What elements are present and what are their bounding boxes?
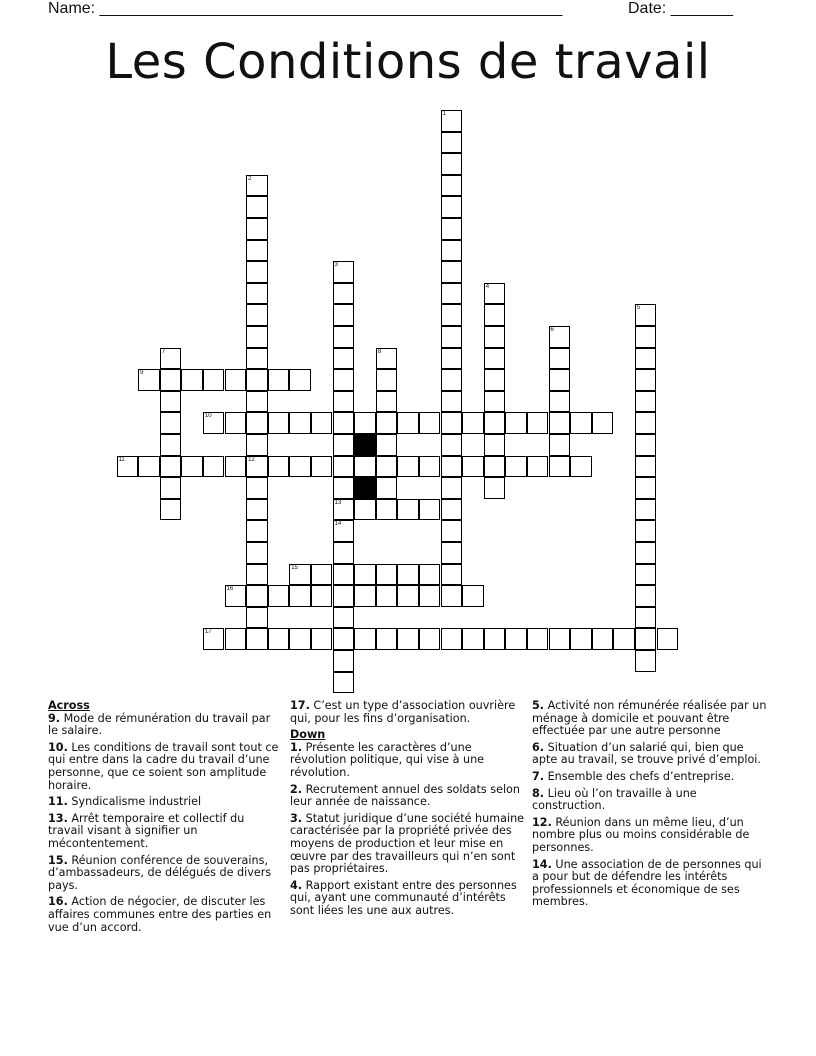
crossword-cell[interactable] [635, 628, 657, 650]
crossword-cell[interactable] [441, 348, 463, 370]
name-field[interactable]: Name: ____________________________________________________ [48, 0, 563, 17]
crossword-cell[interactable] [441, 628, 463, 650]
crossword-cell[interactable] [246, 585, 268, 607]
crossword-cell[interactable] [333, 672, 355, 694]
clue-down-12: 12. Réunion dans un même lieu, d’un nombre plus ou moins considérable de personnes. [532, 815, 750, 854]
crossword-cell[interactable] [333, 585, 355, 607]
crossword-cell[interactable] [225, 412, 247, 434]
crossword-cell[interactable] [441, 261, 463, 283]
crossword-cell[interactable] [441, 499, 463, 521]
crossword-cell[interactable] [376, 585, 398, 607]
crossword-cell[interactable] [441, 110, 463, 132]
crossword-cell[interactable] [441, 283, 463, 305]
clue-number: 15 [291, 564, 298, 571]
crossword-cell[interactable] [268, 369, 290, 391]
crossword-cell[interactable] [441, 434, 463, 456]
crossword-cell[interactable] [311, 628, 333, 650]
crossword-cell[interactable] [354, 585, 376, 607]
across-heading: Across [48, 699, 90, 712]
clue-number: 11 [118, 456, 125, 463]
crossword-cell[interactable] [181, 456, 203, 478]
crossword-cell[interactable] [246, 369, 268, 391]
crossword-cell[interactable] [441, 520, 463, 542]
date-field[interactable]: Date: _______ [628, 0, 733, 17]
crossword-cell[interactable] [289, 456, 311, 478]
crossword-cell[interactable] [181, 369, 203, 391]
clues-column-2 [290, 700, 525, 922]
crossword-cell[interactable] [160, 477, 182, 499]
clue-across-9: 9. Mode de rémunération du travail par le salaire. [48, 711, 271, 738]
crossword-cell[interactable] [225, 369, 247, 391]
crossword-cell[interactable] [333, 542, 355, 564]
crossword-cell[interactable] [246, 542, 268, 564]
crossword-cell[interactable] [160, 499, 182, 521]
crossword-cell[interactable] [484, 628, 506, 650]
crossword-cell[interactable] [246, 499, 268, 521]
clue-number: 3 [334, 262, 338, 269]
crossword-cell[interactable] [333, 261, 355, 283]
crossword-cell[interactable] [376, 412, 398, 434]
crossword-cell[interactable] [268, 628, 290, 650]
crossword-cell[interactable] [376, 434, 398, 456]
crossword-cell[interactable] [570, 456, 592, 478]
crossword-cell[interactable] [203, 369, 225, 391]
clue-across-13: 13. Arrêt temporaire et collectif du travail visant à signifier un mécontentement. [48, 811, 245, 850]
crossword-cell[interactable] [484, 412, 506, 434]
crossword-cell[interactable] [549, 628, 571, 650]
crossword-cell[interactable] [311, 585, 333, 607]
crossword-cell[interactable] [549, 391, 571, 413]
crossword-cell[interactable] [635, 434, 657, 456]
clue-down-1: 1. Présente les caractères d’une révolution politique, qui vise à une révolution. [290, 740, 485, 779]
crossword-cell[interactable] [635, 369, 657, 391]
crossword-cell[interactable] [289, 369, 311, 391]
crossword-cell[interactable] [376, 391, 398, 413]
crossword-cell[interactable] [376, 477, 398, 499]
crossword-cell[interactable] [549, 434, 571, 456]
crossword-cell[interactable] [419, 412, 441, 434]
crossword-cell[interactable] [289, 628, 311, 650]
crossword-cell[interactable] [246, 391, 268, 413]
crossword-cell[interactable] [333, 607, 355, 629]
clue-across-11: 11. Syndicalisme industriel [48, 795, 202, 809]
crossword-cell[interactable] [484, 456, 506, 478]
crossword-cell[interactable] [354, 628, 376, 650]
crossword-cell[interactable] [246, 326, 268, 348]
crossword-cell[interactable] [225, 585, 247, 607]
clues-column-3 [532, 700, 767, 913]
crossword-cell[interactable] [117, 456, 139, 478]
crossword-cell[interactable] [462, 456, 484, 478]
crossword-cell[interactable] [246, 456, 268, 478]
black-square [354, 477, 376, 499]
crossword-cell[interactable] [376, 348, 398, 370]
crossword-cell[interactable] [333, 564, 355, 586]
crossword-cell[interactable] [635, 326, 657, 348]
clue-number: 6 [550, 327, 554, 333]
crossword-cell[interactable] [311, 412, 333, 434]
clue-number: 2 [248, 175, 252, 182]
crossword-cell[interactable] [333, 628, 355, 650]
crossword-cell[interactable] [333, 369, 355, 391]
crossword-cell[interactable] [376, 628, 398, 650]
down-heading: Down [290, 728, 326, 742]
crossword-cell[interactable] [527, 412, 549, 434]
crossword-cell[interactable] [397, 499, 419, 521]
crossword-cell[interactable] [419, 564, 441, 586]
clue-across-16: 16. Action de négocier, de discuter les affaires communes entre des parties en vue d’un accord. [48, 895, 272, 934]
crossword-cell[interactable] [419, 499, 441, 521]
crossword-cell[interactable] [419, 628, 441, 650]
crossword-cell[interactable] [635, 304, 657, 326]
crossword-cell[interactable] [441, 196, 463, 218]
crossword-cell[interactable] [354, 412, 376, 434]
crossword-cell[interactable] [441, 412, 463, 434]
clue-down-5: 5. Activité non rémunérée réalisée par un ménage à domicile et pouvant être effectuée par une autre personne [532, 699, 767, 738]
crossword-cell[interactable] [549, 326, 571, 348]
crossword-cell[interactable] [549, 348, 571, 370]
crossword-cell[interactable] [246, 175, 268, 197]
crossword-cell[interactable] [397, 412, 419, 434]
crossword-cell[interactable] [441, 153, 463, 175]
crossword-cell[interactable] [484, 304, 506, 326]
crossword-cell[interactable] [635, 564, 657, 586]
crossword-cell[interactable] [441, 542, 463, 564]
crossword-cell[interactable] [635, 607, 657, 629]
crossword-cell[interactable] [333, 326, 355, 348]
crossword-cell[interactable] [527, 628, 549, 650]
crossword-cell[interactable] [376, 564, 398, 586]
crossword-cell[interactable] [484, 326, 506, 348]
crossword-cell[interactable] [311, 564, 333, 586]
clue-number: 17 [204, 629, 212, 636]
crossword-cell[interactable] [246, 628, 268, 650]
clue-number: 7 [161, 348, 166, 355]
crossword-cell[interactable] [246, 434, 268, 456]
clues-column-1 [48, 700, 283, 938]
crossword-cell[interactable] [441, 456, 463, 478]
crossword-cell[interactable] [225, 628, 247, 650]
crossword-cell[interactable] [397, 456, 419, 478]
crossword-cell[interactable] [225, 456, 247, 478]
crossword-cell[interactable] [160, 434, 182, 456]
crossword-cell[interactable] [246, 607, 268, 629]
crossword-cell[interactable] [505, 456, 527, 478]
crossword-cell[interactable] [268, 412, 290, 434]
crossword-cell[interactable] [289, 585, 311, 607]
crossword-cell[interactable] [549, 456, 571, 478]
crossword-cell[interactable] [441, 585, 463, 607]
crossword-cell[interactable] [635, 456, 657, 478]
crossword-cell[interactable] [484, 434, 506, 456]
crossword-cell[interactable] [505, 412, 527, 434]
crossword-cell[interactable] [484, 348, 506, 370]
crossword-cell[interactable] [441, 391, 463, 413]
clue-number: 9 [140, 370, 144, 377]
page-title: Les Conditions de travail [105, 34, 711, 90]
clue-down-14: 14. Une association de de personnes qui a pour but de défendre les intérêts professionnels et économique de ses membres. [532, 857, 762, 909]
crossword-cell[interactable] [441, 218, 463, 240]
crossword-cell[interactable] [333, 283, 355, 305]
clue-across-10: 10. Les conditions de travail sont tout ce qui entre dans la cadre du travail d’une personne, que ce soient son amplitude horaire. [48, 740, 279, 792]
crossword-cell[interactable] [441, 304, 463, 326]
crossword-cell[interactable] [246, 348, 268, 370]
crossword-cell[interactable] [246, 261, 268, 283]
crossword-cell[interactable] [160, 348, 182, 370]
crossword-cell[interactable] [441, 326, 463, 348]
crossword-cell[interactable] [268, 456, 290, 478]
crossword-cell[interactable] [635, 520, 657, 542]
crossword-cell[interactable] [138, 456, 160, 478]
crossword-cell[interactable] [333, 434, 355, 456]
crossword-cell[interactable] [246, 240, 268, 262]
clue-down-6: 6. Situation d’un salarié qui, bien que apte au travail, se trouve privé d’emploi. [532, 740, 761, 767]
clue-down-8: 8. Lieu où l’on travaille à une construction. [532, 786, 697, 813]
clue-number: 14 [334, 521, 342, 528]
crossword-cell[interactable] [203, 456, 225, 478]
crossword-cell[interactable] [354, 499, 376, 521]
crossword-cell[interactable] [635, 542, 657, 564]
crossword-cell[interactable] [160, 369, 182, 391]
crossword-cell[interactable] [441, 132, 463, 154]
crossword-cell[interactable] [549, 369, 571, 391]
crossword-cell[interactable] [376, 369, 398, 391]
crossword-cell[interactable] [138, 369, 160, 391]
crossword-cell[interactable] [376, 499, 398, 521]
crossword-cell[interactable] [484, 391, 506, 413]
crossword-cell[interactable] [246, 412, 268, 434]
crossword-cell[interactable] [635, 391, 657, 413]
crossword-cell[interactable] [333, 456, 355, 478]
crossword-cell[interactable] [160, 391, 182, 413]
crossword-cell[interactable] [246, 218, 268, 240]
crossword-cell[interactable] [635, 585, 657, 607]
crossword-cell[interactable] [289, 412, 311, 434]
crossword-cell[interactable] [397, 585, 419, 607]
crossword-cell[interactable] [527, 456, 549, 478]
clue-number: 12 [248, 456, 255, 463]
black-square [354, 434, 376, 456]
crossword-cell[interactable] [333, 477, 355, 499]
crossword-cell[interactable] [203, 412, 225, 434]
clue-number: 13 [334, 499, 342, 506]
crossword-cell[interactable] [635, 650, 657, 672]
crossword-cell[interactable] [592, 628, 614, 650]
crossword-cell[interactable] [441, 477, 463, 499]
crossword-cell[interactable] [354, 456, 376, 478]
crossword-cell[interactable] [333, 348, 355, 370]
clue-down-4: 4. Rapport existant entre des personnes qui, ayant une communauté d’intérêts sont liées les une aux autres. [290, 878, 517, 917]
crossword-cell[interactable] [441, 369, 463, 391]
crossword-cell[interactable] [441, 564, 463, 586]
crossword-cell[interactable] [397, 628, 419, 650]
crossword-cell[interactable] [462, 412, 484, 434]
crossword-cell[interactable] [462, 585, 484, 607]
crossword-cell[interactable] [246, 304, 268, 326]
crossword-cell[interactable] [613, 628, 635, 650]
clue-across-17: 17. C’est un type d’association ouvrière qui, pour les fins d’organisation. [290, 699, 516, 725]
crossword-cell[interactable] [333, 304, 355, 326]
crossword-cell[interactable] [570, 628, 592, 650]
crossword-cell[interactable] [419, 456, 441, 478]
crossword-cell[interactable] [397, 564, 419, 586]
crossword-cell[interactable] [441, 240, 463, 262]
crossword-cell[interactable] [549, 412, 571, 434]
crossword-cell[interactable] [246, 564, 268, 586]
crossword-cell[interactable] [203, 628, 225, 650]
clue-number: 10 [204, 413, 212, 420]
crossword-cell[interactable] [246, 196, 268, 218]
clue-down-2: 2. Recrutement annuel des soldats selon leur année de naissance. [290, 782, 520, 809]
crossword-cell[interactable] [484, 283, 506, 305]
crossword-cell[interactable] [246, 520, 268, 542]
crossword-cell[interactable] [635, 477, 657, 499]
clue-across-15: 15. Réunion conférence de souverains, d’ambassadeurs, de délégués de divers pays. [48, 853, 272, 892]
clue-number: 4 [485, 283, 490, 290]
crossword-cell[interactable] [246, 283, 268, 305]
clue-number: 1 [442, 111, 446, 117]
crossword-cell[interactable] [246, 477, 268, 499]
crossword-cell[interactable] [333, 412, 355, 434]
crossword-cell[interactable] [333, 520, 355, 542]
clue-number: 5 [636, 305, 641, 312]
crossword-cell[interactable] [484, 477, 506, 499]
crossword-cell[interactable] [505, 628, 527, 650]
crossword-cell[interactable] [484, 369, 506, 391]
crossword-cell[interactable] [333, 650, 355, 672]
crossword-cell[interactable] [333, 499, 355, 521]
crossword-cell[interactable] [268, 585, 290, 607]
crossword-cell[interactable] [592, 412, 614, 434]
crossword-cell[interactable] [635, 499, 657, 521]
crossword-cell[interactable] [289, 564, 311, 586]
crossword-cell[interactable] [635, 348, 657, 370]
crossword-cell[interactable] [570, 412, 592, 434]
crossword-cell[interactable] [160, 412, 182, 434]
crossword-cell[interactable] [657, 628, 679, 650]
clue-number: 8 [377, 348, 382, 355]
crossword-cell[interactable] [160, 456, 182, 478]
crossword-cell[interactable] [311, 456, 333, 478]
clue-down-3: 3. Statut juridique d’une société humaine caractérisée par la propriété privée des moyens de production et leur mise en œuvre par des travailleurs qui n’en sont pas propriétaires. [290, 811, 525, 876]
crossword-cell[interactable] [635, 412, 657, 434]
crossword-cell[interactable] [333, 391, 355, 413]
crossword-cell[interactable] [376, 456, 398, 478]
crossword-cell[interactable] [419, 585, 441, 607]
crossword-cell[interactable] [354, 564, 376, 586]
crossword-cell[interactable] [462, 628, 484, 650]
crossword-cell[interactable] [441, 175, 463, 197]
clue-down-7: 7. Ensemble des chefs d’entreprise. [532, 769, 735, 783]
clue-number: 16 [226, 586, 234, 593]
